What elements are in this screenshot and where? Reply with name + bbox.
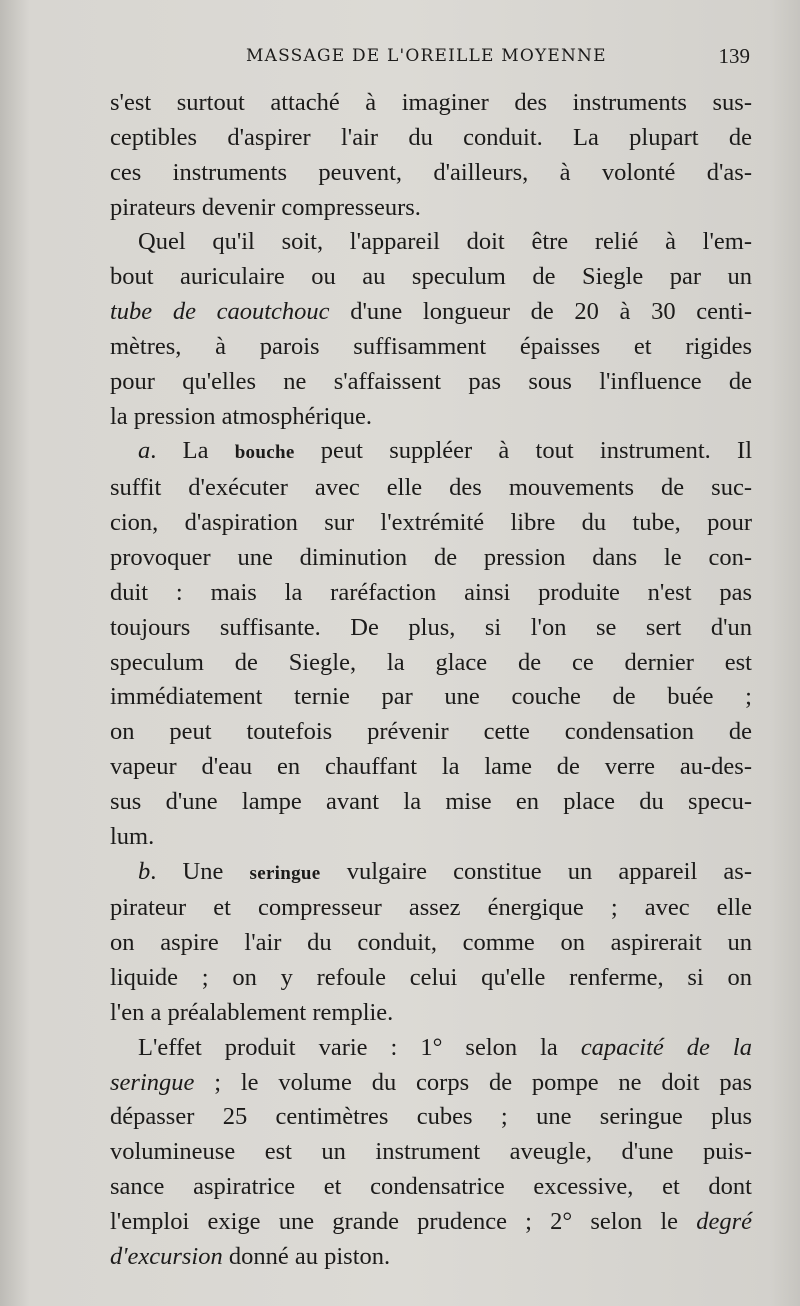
text-line: d'excursion donné au piston. — [110, 1242, 391, 1270]
text-line: la pression atmosphérique. — [110, 402, 372, 430]
paragraph-3 — [110, 434, 752, 854]
text-line: on aspire l'air du conduit, comme on aspirerait un — [110, 929, 752, 957]
text-line: mètres, à parois suffisamment épaisses et rigides — [110, 332, 752, 360]
bold-term: seringue — [249, 862, 321, 884]
text-line: provoquer une diminution de pression dans le con- — [110, 543, 752, 571]
paragraph-4 — [110, 855, 752, 1031]
text-line: ceptibles d'aspirer l'air du conduit. La plupart de — [110, 123, 752, 151]
running-head: MASSAGE DE L'OREILLE MOYENNE — [246, 46, 607, 66]
text-line: seringue ; le volume du corps de pompe ne doit pas — [110, 1068, 752, 1096]
text-line: suffit d'exécuter avec elle des mouvements de suc- — [110, 474, 752, 502]
text-line: on peut toutefois prévenir cette condensation de — [110, 718, 752, 746]
paragraph-5 — [110, 1031, 752, 1275]
text-line: cion, d'aspiration sur l'extrémité libre du tube, pour — [110, 509, 752, 537]
text-line: pirateurs devenir compresseurs. — [110, 193, 421, 221]
paragraph-2 — [110, 225, 752, 434]
italic-letter: a — [138, 437, 151, 465]
text-line: lum. — [110, 822, 155, 850]
text-line: sus d'une lampe avant la mise en place du specu- — [110, 787, 752, 815]
text-line: pour qu'elles ne s'affaissent pas sous l'influence de — [110, 367, 752, 395]
text-line: liquide ; on y refoule celui qu'elle renferme, si on — [110, 964, 752, 992]
text-line: pirateur et compresseur assez énergique ; avec elle — [110, 894, 752, 922]
text-line: l'en a préalablement remplie. — [110, 998, 394, 1026]
bold-term: bouche — [234, 442, 295, 464]
italic-phrase: degré — [696, 1208, 752, 1235]
text-line: b. Une seringue vulgaire constitue un appareil as- — [138, 857, 752, 885]
text-line: duit : mais la raréfaction ainsi produite n'est pas — [110, 578, 752, 606]
page-header — [110, 44, 758, 72]
text-line: Quel qu'il soit, l'appareil doit être relié à l'em- — [138, 228, 752, 256]
text-line: toujours suffisante. De plus, si l'on se sert d'un — [110, 613, 752, 641]
text-line: bout auriculaire ou au speculum de Siegle par un — [110, 263, 752, 291]
text-line: ces instruments peuvent, d'ailleurs, à volonté d'as- — [110, 158, 752, 186]
text-line: tube de caoutchouc d'une longueur de 20 à 30 centi- — [110, 298, 752, 326]
body-text — [110, 86, 752, 1275]
paragraph-1 — [110, 86, 752, 225]
italic-phrase: tube de caoutchouc — [110, 298, 330, 326]
text-line: l'emploi exige une grande prudence ; 2° selon le degré — [110, 1208, 752, 1235]
italic-phrase: d'excursion — [110, 1242, 223, 1270]
text-line: a. La bouche peut suppléer à tout instrument. Il — [138, 437, 752, 465]
text-line: L'effet produit varie : 1° selon la capacité de la — [138, 1033, 752, 1061]
text-line: s'est surtout attaché à imaginer des instruments sus- — [110, 89, 752, 116]
text-line: sance aspiratrice et condensatrice excessive, et dont — [110, 1173, 752, 1201]
text-line: dépasser 25 centimètres cubes ; une seringue plus — [110, 1103, 752, 1131]
text-line: immédiatement ternie par une couche de buée ; — [110, 683, 752, 711]
text-line: speculum de Siegle, la glace de ce dernier est — [110, 648, 752, 676]
text-line: vapeur d'eau en chauffant la lame de verre au-des- — [110, 753, 752, 781]
italic-phrase: seringue — [110, 1068, 195, 1096]
italic-letter: b — [138, 857, 151, 885]
italic-phrase: capacité de la — [580, 1033, 752, 1061]
page-number: 139 — [718, 44, 750, 68]
text-line: volumineuse est un instrument aveugle, d'une puis- — [110, 1138, 752, 1166]
